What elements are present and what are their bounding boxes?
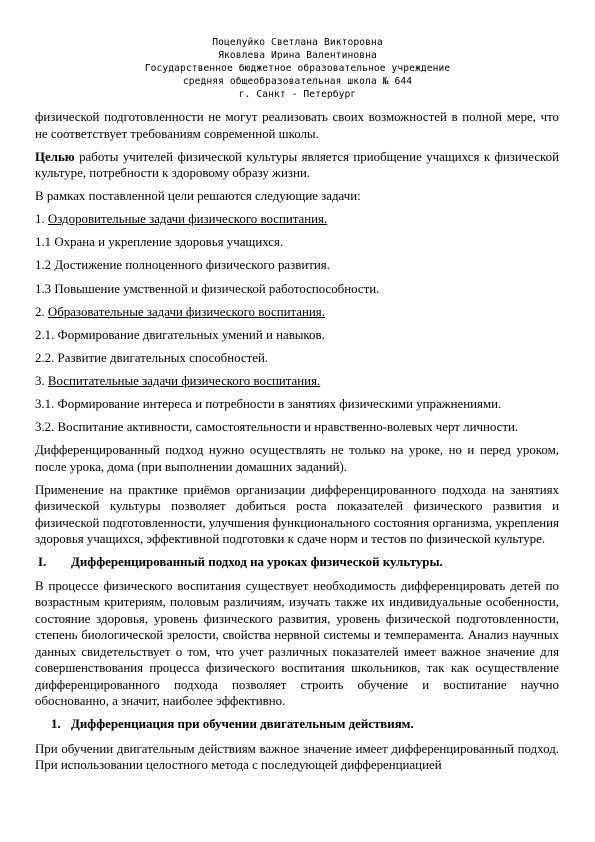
section-number: I. — [38, 555, 47, 570]
section-heading-1 — [35, 554, 559, 571]
task-item-3-1: 3.1. Формирование интереса и потребности в занятиях физическими упражнениями. — [35, 397, 502, 412]
institution-line-2: средняя общеобразовательная школа № 644 — [182, 76, 413, 87]
task-item-2-2: 2.2. Развитие двигательных способностей. — [35, 350, 269, 365]
task-number: 3. — [35, 373, 48, 388]
author-name-1: Поцелуйко Светлана Викторовна — [212, 37, 383, 48]
paragraph-application: Применение на практике приёмов организации дифференцированного подхода на занятиях физической культуры позволяет добиться роста показателей физического развития и физической подготовленности, улучшения функционального состояния организма, укрепления здоровья учащихся, эффективной подготовки к сдаче норм и тестов по физической культуре. — [35, 482, 559, 547]
task-heading-1 — [35, 211, 559, 228]
paragraph-goal — [35, 149, 559, 182]
paragraph-approach: Дифференцированный подход нужно осуществлять не только на уроке, но и перед уроком, после урока, дома (при выполнении домашних заданий). — [35, 443, 559, 474]
goal-term: Целью — [35, 149, 75, 164]
task-item-1-3: 1.3 Повышение умственной и физической работоспособности. — [35, 281, 380, 296]
paragraph-differentiation: В процессе физического воспитания существует необходимость дифференцировать детей по возрастным критериям, половым различиям, изучать также их индивидуальные особенности, состояние здоровья, уровень физического развития, уровень физической подготовленности, степень биологической зрелости, свойства нервной системы и темперамента. Анализ научных данных свидетельствует о том, что учет различных показателей имеет важное значение для совершенствования процесса физического воспитания школьников, так как осуществление дифференцированного подхода позволяет строить обучение и воспитание научно обоснованно, а значит, наиболее эффективно. — [35, 578, 559, 708]
institution-line-1: Государственное бюджетное образовательное учреждение — [144, 63, 451, 74]
task-item-2-1: 2.1. Формирование двигательных умений и навыков. — [35, 327, 325, 342]
task-title: Оздоровительные задачи физического воспитания. — [47, 212, 328, 227]
subsection-heading-1 — [35, 716, 559, 733]
city-line: г. Санкт - Петербург — [238, 89, 357, 100]
author-name-2: Яковлева Ирина Валентиновна — [218, 50, 377, 61]
task-item-3-2: 3.2. Воспитание активности, самостоятельности и нравственно-волевых черт личности. — [35, 420, 519, 435]
document-body — [35, 109, 559, 780]
task-title: Образовательные задачи физического воспитания. — [47, 304, 325, 319]
goal-text: работы учителей физической культуры является приобщение учащихся к физической культуре, потребности к здоровому образу жизни. — [35, 149, 559, 181]
task-item-1-1: 1.1 Охрана и укрепление здоровья учащихся. — [35, 235, 284, 250]
task-number: 1. — [35, 212, 48, 227]
section-title: Дифференцированный подход на уроках физической культуры. — [71, 555, 443, 570]
document-header — [0, 36, 595, 101]
subsection-number: 1. — [51, 717, 61, 732]
paragraph-tasks-intro: В рамках поставленной цели решаются следующие задачи: — [35, 189, 361, 204]
task-heading-3 — [35, 373, 559, 390]
paragraph-motor-learning: При обучении двигательным действиям важное значение имеет дифференцированный подход. При использовании целостного метода с последующей дифференциацией — [35, 741, 559, 773]
task-item-1-2: 1.2 Достижение полноценного физического развития. — [35, 258, 330, 273]
subsection-title: Дифференциация при обучении двигательным действиям. — [71, 717, 414, 732]
paragraph-intro: физической подготовленности не могут реализовать своих возможностей в полной мере, что не соответствует требованиям современной школы. — [35, 110, 559, 141]
task-title: Воспитательные задачи физического воспитания. — [47, 373, 321, 388]
task-number: 2. — [35, 304, 48, 319]
task-heading-2 — [35, 304, 559, 321]
